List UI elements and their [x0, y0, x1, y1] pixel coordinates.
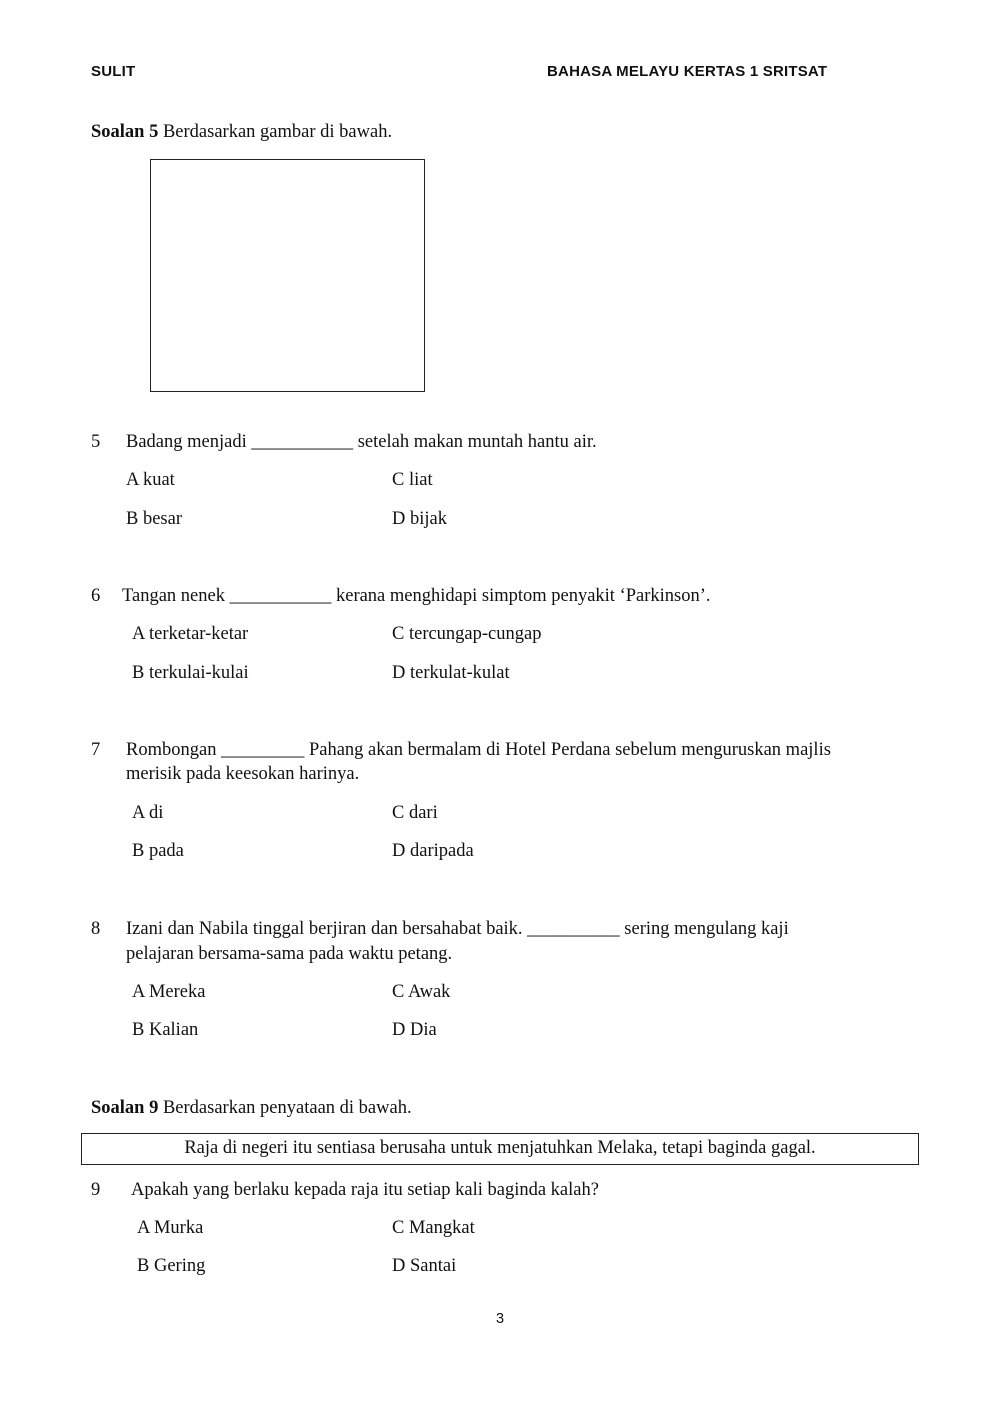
question-9-option-d[interactable]: D Santai: [392, 1256, 457, 1276]
question-9-option-a[interactable]: A Murka: [137, 1218, 204, 1238]
question-5-text: Badang menjadi ___________ setelah makan muntah hantu air.: [126, 432, 597, 452]
question-8-option-a[interactable]: A Mereka: [132, 982, 206, 1002]
question-5-option-b[interactable]: B besar: [126, 509, 182, 529]
section-9-text: Berdasarkan penyataan di bawah.: [158, 1098, 412, 1118]
question-6-option-b[interactable]: B terkulai-kulai: [132, 663, 249, 683]
picture-frame: [150, 159, 425, 392]
question-9-text: Apakah yang berlaku kepada raja itu setiap kali baginda kalah?: [131, 1180, 599, 1200]
question-6-number: 6: [91, 586, 101, 606]
question-7-option-d[interactable]: D daripada: [392, 841, 474, 861]
question-7-option-b[interactable]: B pada: [132, 841, 184, 861]
question-6-option-d[interactable]: D terkulat-kulat: [392, 663, 510, 683]
question-5-option-a[interactable]: A kuat: [126, 470, 175, 490]
question-5-number: 5: [91, 432, 101, 452]
question-9-number: 9: [91, 1180, 101, 1200]
question-9-option-b[interactable]: B Gering: [137, 1256, 206, 1276]
question-6-option-c[interactable]: C tercungap-cungap: [392, 624, 542, 644]
question-6-option-a[interactable]: A terketar-ketar: [132, 624, 249, 644]
header-right: BAHASA MELAYU KERTAS 1 SRITSAT: [547, 63, 828, 80]
page-number: 3: [495, 1311, 505, 1327]
section-5-label: Soalan 5: [91, 122, 159, 142]
question-8-option-b[interactable]: B Kalian: [132, 1020, 199, 1040]
question-7-text-line1: Rombongan _________ Pahang akan bermalam di Hotel Perdana sebelum menguruskan majlis: [126, 740, 831, 760]
question-8-option-d[interactable]: D Dia: [392, 1020, 437, 1040]
section-9-label: Soalan 9: [91, 1098, 159, 1118]
question-8-option-c[interactable]: C Awak: [392, 982, 451, 1002]
header-left: SULIT: [91, 63, 136, 80]
section-9-instruction: [91, 1097, 412, 1119]
question-8-number: 8: [91, 919, 101, 939]
question-8-text-line2: pelajaran bersama-sama pada waktu petang.: [126, 944, 453, 964]
question-7-text-line2: merisik pada keesokan harinya.: [126, 764, 360, 784]
question-5-option-c[interactable]: C liat: [392, 470, 433, 490]
question-5-option-d[interactable]: D bijak: [392, 509, 447, 529]
question-7-option-a[interactable]: A di: [132, 803, 164, 823]
section-5-text: Berdasarkan gambar di bawah.: [158, 122, 393, 142]
question-8-text-line1: Izani dan Nabila tinggal berjiran dan bersahabat baik. __________ sering mengulang kaji: [126, 919, 789, 939]
question-6-text: Tangan nenek ___________ kerana menghidapi simptom penyakit ‘Parkinson’.: [122, 586, 711, 606]
question-9-option-c[interactable]: C Mangkat: [392, 1218, 475, 1238]
section-5-instruction: [91, 121, 392, 143]
question-7-number: 7: [91, 740, 101, 760]
statement-box: Raja di negeri itu sentiasa berusaha untuk menjatuhkan Melaka, tetapi baginda gagal.: [81, 1133, 919, 1165]
question-7-option-c[interactable]: C dari: [392, 803, 438, 823]
